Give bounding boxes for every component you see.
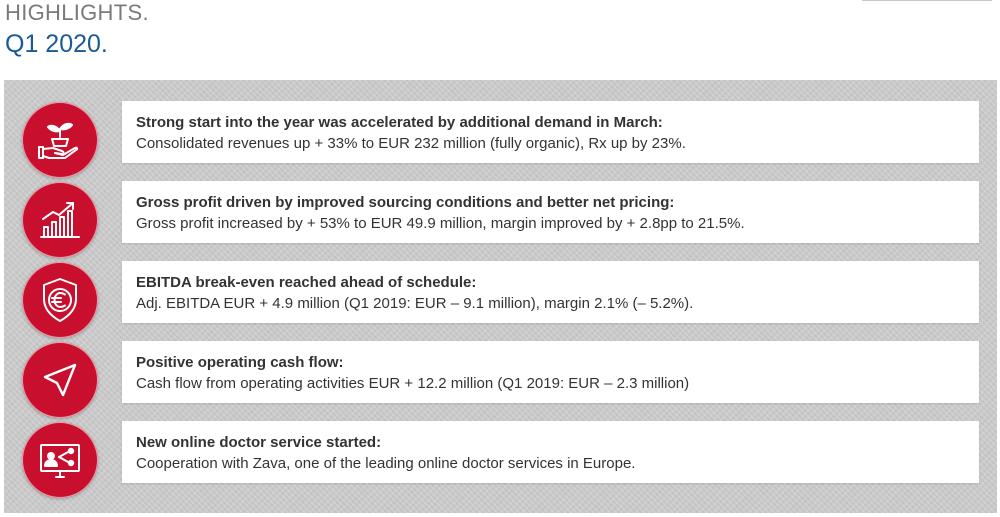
highlight-card <box>122 421 979 483</box>
highlight-title: EBITDA break-even reached ahead of schedule: <box>136 274 477 291</box>
highlight-card <box>122 341 979 403</box>
highlight-row-gross-profit <box>4 181 997 261</box>
highlight-row-ebitda <box>4 261 997 341</box>
plant-hand-icon <box>22 102 98 178</box>
highlight-text: Cash flow from operating activities EUR + 12.2 million (Q1 2019: EUR – 2.3 million) <box>136 375 690 392</box>
highlight-card <box>122 181 979 243</box>
highlight-row-online-doctor <box>4 421 997 501</box>
online-doctor-screen-icon <box>22 422 98 498</box>
highlights-panel <box>4 80 997 513</box>
highlight-title: Strong start into the year was accelerated by additional demand in March: <box>136 114 663 131</box>
highlight-card <box>122 101 979 163</box>
section-title: HIGHLIGHTS. <box>5 0 149 25</box>
navigation-arrow-icon <box>22 342 98 418</box>
corner-divider <box>862 0 992 1</box>
highlight-title: New online doctor service started: <box>136 434 382 451</box>
highlight-row-revenue <box>4 101 997 181</box>
highlight-text: Consolidated revenues up + 33% to EUR 232 million (fully organic), Rx up by 23%. <box>136 135 686 152</box>
highlight-text: Cooperation with Zava, one of the leading online doctor services in Europe. <box>136 455 636 472</box>
highlight-text: Adj. EBITDA EUR + 4.9 million (Q1 2019: EUR – 9.1 million), margin 2.1% (– 5.2%). <box>136 295 694 312</box>
highlight-title: Gross profit driven by improved sourcing conditions and better net pricing: <box>136 194 675 211</box>
euro-shield-icon <box>22 262 98 338</box>
highlight-card <box>122 261 979 323</box>
highlight-title: Positive operating cash flow: <box>136 354 344 371</box>
highlight-row-cash-flow <box>4 341 997 421</box>
growth-chart-icon <box>22 182 98 258</box>
page-title: Q1 2020. <box>5 30 108 58</box>
highlight-text: Gross profit increased by + 53% to EUR 49.9 million, margin improved by + 2.8pp to 21.5%. <box>136 215 745 232</box>
